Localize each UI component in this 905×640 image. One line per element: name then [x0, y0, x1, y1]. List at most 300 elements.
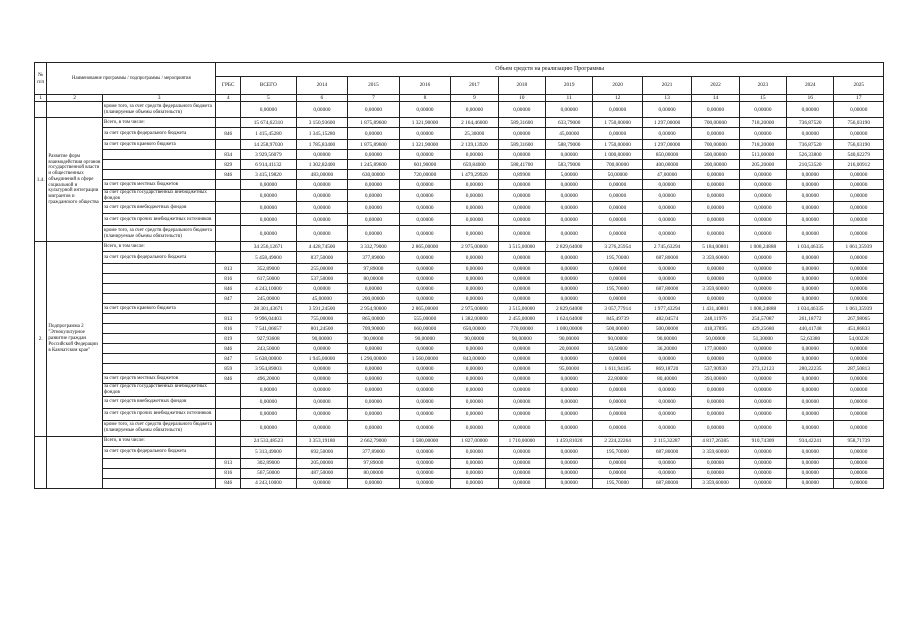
amount-cell: 934,42241 — [787, 436, 834, 446]
amount-cell: 97,89000 — [348, 458, 400, 468]
amount-cell: 0,00000 — [546, 396, 593, 408]
amount-cell: 718,20000 — [739, 140, 786, 150]
col-grbs-header: ГРБС — [216, 77, 241, 95]
amount-cell: 5,00000 — [546, 170, 593, 180]
amount-cell: 0,00000 — [739, 264, 786, 274]
amount-cell: 0,00000 — [692, 180, 739, 190]
amount-cell: 0,00000 — [739, 214, 786, 226]
amount-cell: 1 611,94185 — [593, 364, 642, 374]
amount-cell: 0,00000 — [787, 384, 834, 396]
amount-cell: 482,04574 — [642, 314, 691, 324]
amount-cell: 0,00000 — [546, 408, 593, 420]
amount-cell: 0,00000 — [787, 102, 834, 118]
amount-cell: 687,80000 — [642, 284, 691, 294]
amount-cell: 0,00000 — [834, 202, 884, 214]
column-index: 1 — [35, 95, 47, 102]
amount-cell: 45,00000 — [546, 128, 593, 140]
amount-cell: 0,00000 — [241, 214, 297, 226]
amount-cell: 451,86833 — [834, 324, 884, 334]
year-header: 2019 — [546, 77, 593, 95]
amount-cell: 0,00000 — [399, 446, 451, 458]
amount-cell: 0,00000 — [498, 214, 545, 226]
amount-cell: 1 431,40801 — [692, 304, 739, 314]
grbs-code — [216, 252, 241, 264]
amount-cell: 0,00000 — [834, 354, 884, 364]
amount-cell: 90,00000 — [399, 334, 451, 344]
amount-cell: 2 829,64000 — [546, 242, 593, 252]
amount-cell: 0,00000 — [546, 384, 593, 396]
amount-cell: 0,00000 — [787, 374, 834, 384]
amount-cell: 0,00000 — [498, 226, 545, 242]
table-row — [35, 436, 884, 446]
grbs-code — [216, 140, 241, 150]
grbs-code: 816 — [216, 324, 241, 334]
amount-cell: 720,00000 — [399, 170, 451, 180]
amount-cell: 0,00000 — [642, 190, 691, 202]
column-index: 5 — [241, 95, 297, 102]
grbs-code — [216, 180, 241, 190]
amount-cell: 393,00000 — [692, 374, 739, 384]
amount-cell: 0,00000 — [739, 354, 786, 364]
amount-cell: 687,80000 — [642, 446, 691, 458]
amount-cell: 377,89000 — [348, 252, 400, 264]
amount-cell: 377,89000 — [348, 446, 400, 458]
amount-cell: 2 164,46000 — [451, 118, 498, 128]
amount-cell: 200,00000 — [692, 160, 739, 170]
amount-cell: 0,00000 — [642, 274, 691, 284]
column-index: 12 — [593, 95, 642, 102]
amount-cell: 1 459,81020 — [546, 436, 593, 446]
grbs-code: 847 — [216, 294, 241, 304]
amount-cell: 0,00000 — [739, 446, 786, 458]
amount-cell: 736,87520 — [787, 140, 834, 150]
amount-cell: 0,00000 — [348, 478, 400, 488]
col-no-header: № п/п — [35, 63, 47, 95]
amount-cell: 0,00000 — [451, 214, 498, 226]
amount-cell: 5 638,00000 — [241, 354, 297, 364]
amount-cell: 0,00000 — [296, 202, 348, 214]
amount-cell: 540,02279 — [834, 150, 884, 160]
table-row — [35, 314, 884, 324]
amount-cell: 3 276,25954 — [593, 242, 642, 252]
amount-cell: 400,00000 — [642, 160, 691, 170]
grbs-code: 846 — [216, 478, 241, 488]
amount-cell: 0,00000 — [739, 226, 786, 242]
amount-cell: 0,00000 — [834, 170, 884, 180]
amount-cell: 0,00000 — [546, 190, 593, 202]
table-row — [35, 202, 884, 214]
program-funding-table — [34, 62, 884, 489]
amount-cell: 254,57087 — [739, 314, 786, 324]
table-row — [35, 408, 884, 420]
amount-cell: 3 954,89003 — [241, 364, 297, 374]
program-name: Подпрограмма 2 "Этнокультурное развитие граждан Российской Федерации в Камчатском крае" — [47, 242, 103, 436]
amount-cell: 4 428,74500 — [296, 242, 348, 252]
amount-cell: 0,00000 — [692, 420, 739, 436]
amount-cell: 1 302,82400 — [296, 160, 348, 170]
amount-cell: 0,00000 — [787, 284, 834, 294]
amount-cell: 0,00000 — [834, 458, 884, 468]
year-header: 2017 — [451, 77, 498, 95]
amount-cell: 0,00000 — [593, 396, 642, 408]
amount-cell: 0,00000 — [739, 384, 786, 396]
funding-source: за счет средств федерального бюджета — [102, 128, 215, 140]
amount-cell: 0,00000 — [241, 102, 297, 118]
grbs-code — [216, 202, 241, 214]
table-row — [35, 396, 884, 408]
amount-cell: 700,00000 — [692, 118, 739, 128]
amount-cell: 0,00000 — [739, 274, 786, 284]
funding-source: кроме того, за счет средств федерального бюджета (планируемые объемы обязательств) — [102, 102, 215, 118]
amount-cell: 95,00000 — [546, 364, 593, 374]
grbs-code: 846 — [216, 284, 241, 294]
amount-cell: 3 359,60000 — [692, 446, 739, 458]
amount-cell: 0,00000 — [546, 264, 593, 274]
amount-cell: 0,00000 — [642, 458, 691, 468]
amount-cell: 80,00000 — [348, 274, 400, 284]
amount-cell: 280,22235 — [787, 364, 834, 374]
amount-cell: 3 415,19820 — [241, 170, 297, 180]
amount-cell: 0,00000 — [834, 128, 884, 140]
grbs-code — [216, 190, 241, 202]
funding-source: за счет средств местных бюджетов — [102, 374, 215, 384]
grbs-code: 813 — [216, 264, 241, 274]
amount-cell: 261,18772 — [787, 314, 834, 324]
amount-cell: 0,00000 — [451, 446, 498, 458]
funding-source: за счет средств внебюджетных фондов — [102, 202, 215, 214]
amount-cell: 51,30000 — [739, 334, 786, 344]
amount-cell: 1 750,00000 — [593, 140, 642, 150]
amount-cell: 210,53520 — [787, 160, 834, 170]
table-row — [35, 242, 884, 252]
amount-cell: 0,00000 — [348, 408, 400, 420]
table-row — [35, 468, 884, 478]
amount-cell: 0,00000 — [692, 384, 739, 396]
amount-cell: 0,00000 — [787, 344, 834, 354]
amount-cell: 0,00000 — [498, 190, 545, 202]
amount-cell: 1 345,15280 — [296, 128, 348, 140]
amount-cell: 0,00000 — [739, 478, 786, 488]
amount-cell: 567,50000 — [241, 468, 297, 478]
amount-cell: 90,00000 — [593, 334, 642, 344]
amount-cell: 0,00000 — [692, 202, 739, 214]
amount-cell: 3 359,60000 — [692, 284, 739, 294]
amount-cell: 736,87520 — [787, 118, 834, 128]
amount-cell: 0,00000 — [296, 190, 348, 202]
amount-cell: 52,63380 — [787, 334, 834, 344]
column-index: 14 — [692, 95, 739, 102]
amount-cell: 633,79000 — [546, 118, 593, 128]
funding-source: Всего, в том числе: — [102, 242, 215, 252]
amount-cell: 1 560,00000 — [399, 354, 451, 364]
amount-cell: 0,89900 — [498, 170, 545, 180]
amount-cell: 3 332,79000 — [348, 242, 400, 252]
amount-cell: 2 745,63294 — [642, 242, 691, 252]
amount-cell: 216,00912 — [834, 160, 884, 170]
amount-cell: 1 008,24888 — [739, 304, 786, 314]
amount-cell: 0,00000 — [498, 458, 545, 468]
amount-cell: 15 674,62310 — [241, 118, 297, 128]
funding-source — [102, 344, 215, 354]
amount-cell: 4 243,10000 — [241, 478, 297, 488]
amount-cell: 0,00000 — [241, 396, 297, 408]
amount-cell: 843,00000 — [451, 354, 498, 364]
amount-cell: 0,00000 — [451, 202, 498, 214]
amount-cell: 958,71739 — [834, 436, 884, 446]
table-row — [35, 364, 884, 374]
grbs-code: 847 — [216, 354, 241, 364]
amount-cell: 0,00000 — [399, 202, 451, 214]
table-row — [35, 150, 884, 160]
funding-source — [102, 354, 215, 364]
amount-cell: 0,00000 — [296, 420, 348, 436]
grbs-code: 829 — [216, 160, 241, 170]
amount-cell: 0,00000 — [593, 384, 642, 396]
amount-cell: 0,00000 — [834, 264, 884, 274]
amount-cell: 865,00000 — [348, 314, 400, 324]
amount-cell: 770,00000 — [498, 324, 545, 334]
grbs-code — [216, 102, 241, 118]
amount-cell: 0,00000 — [498, 128, 545, 140]
amount-cell: 4 817,26385 — [692, 436, 739, 446]
amount-cell: 2 115,32287 — [642, 436, 691, 446]
year-header: 2015 — [348, 77, 400, 95]
amount-cell: 5 313,49000 — [241, 446, 297, 458]
volume-title: Объем средств на реализацию Программы — [216, 63, 884, 77]
amount-cell: 0,00000 — [834, 226, 884, 242]
amount-cell: 50,00000 — [692, 334, 739, 344]
amount-cell: 3 150,93600 — [296, 118, 348, 128]
amount-cell: 0,00000 — [692, 214, 739, 226]
amount-cell: 850,00000 — [642, 150, 691, 160]
amount-cell: 0,00000 — [593, 128, 642, 140]
amount-cell: 0,00000 — [241, 226, 297, 242]
amount-cell: 7 541,06657 — [241, 324, 297, 334]
amount-cell: 0,00000 — [834, 214, 884, 226]
amount-cell: 869,18720 — [642, 364, 691, 374]
amount-cell: 0,00000 — [739, 202, 786, 214]
amount-cell: 2 224,22264 — [593, 436, 642, 446]
amount-cell: 0,00000 — [834, 180, 884, 190]
amount-cell: 0,00000 — [399, 468, 451, 478]
amount-cell: 1 415,45280 — [241, 128, 297, 140]
amount-cell: 0,00000 — [451, 364, 498, 374]
funding-source — [102, 334, 215, 344]
amount-cell: 90,00000 — [642, 334, 691, 344]
table-row — [35, 284, 884, 294]
funding-source — [102, 314, 215, 324]
amount-cell: 0,00000 — [451, 294, 498, 304]
amount-cell: 0,00000 — [498, 180, 545, 190]
amount-cell: 0,00000 — [787, 396, 834, 408]
amount-cell: 927,93608 — [241, 334, 297, 344]
amount-cell: 0,00000 — [546, 468, 593, 478]
amount-cell: 0,00000 — [348, 214, 400, 226]
funding-table — [34, 62, 884, 489]
program-name — [47, 102, 103, 118]
grbs-code: 816 — [216, 274, 241, 284]
amount-cell: 0,00000 — [348, 284, 400, 294]
amount-cell: 0,00000 — [451, 384, 498, 396]
grbs-code — [216, 420, 241, 436]
program-name — [47, 436, 103, 488]
amount-cell: 589,31600 — [498, 140, 545, 150]
amount-cell: 0,00000 — [451, 180, 498, 190]
amount-cell: 617,50000 — [241, 274, 297, 284]
amount-cell: 1 977,43294 — [642, 304, 691, 314]
amount-cell: 910,74309 — [739, 436, 786, 446]
amount-cell: 0,00000 — [642, 128, 691, 140]
grbs-code — [216, 118, 241, 128]
column-index: 7 — [348, 95, 400, 102]
amount-cell: 0,00000 — [642, 408, 691, 420]
amount-cell: 0,00000 — [296, 364, 348, 374]
amount-cell: 700,00000 — [593, 160, 642, 170]
table-row — [35, 344, 884, 354]
amount-cell: 0,00000 — [451, 264, 498, 274]
amount-cell: 0,00000 — [787, 478, 834, 488]
funding-source: за счет средств краевого бюджета — [102, 140, 215, 150]
amount-cell: 0,00000 — [739, 468, 786, 478]
amount-cell: 0,00000 — [692, 396, 739, 408]
amount-cell: 0,00000 — [451, 252, 498, 264]
funding-source — [102, 274, 215, 284]
amount-cell: 0,00000 — [787, 420, 834, 436]
funding-source: за счет средств государственных внебюджетных фондов — [102, 190, 215, 202]
amount-cell: 500,00000 — [642, 324, 691, 334]
amount-cell: 755,00000 — [296, 314, 348, 324]
amount-cell: 0,00000 — [642, 226, 691, 242]
amount-cell: 0,00000 — [593, 102, 642, 118]
amount-cell: 700,00000 — [692, 140, 739, 150]
amount-cell: 0,00000 — [399, 190, 451, 202]
column-index: 17 — [834, 95, 884, 102]
table-row — [35, 190, 884, 202]
amount-cell: 687,80000 — [642, 252, 691, 264]
amount-cell: 0,00000 — [399, 458, 451, 468]
amount-cell: 0,00000 — [739, 180, 786, 190]
amount-cell: 0,00000 — [593, 180, 642, 190]
amount-cell: 483,00000 — [296, 170, 348, 180]
amount-cell: 0,00000 — [692, 102, 739, 118]
amount-cell: 0,00000 — [241, 408, 297, 420]
column-index: 4 — [216, 95, 241, 102]
amount-cell: 2 954,90000 — [348, 304, 400, 314]
funding-source — [102, 458, 215, 468]
funding-source: за счет средств федерального бюджета — [102, 446, 215, 458]
amount-cell: 0,00000 — [451, 226, 498, 242]
amount-cell: 0,00000 — [399, 284, 451, 294]
amount-cell: 2 865,00000 — [399, 242, 451, 252]
funding-source: за счет средств федерального бюджета — [102, 252, 215, 264]
amount-cell: 287,50813 — [834, 364, 884, 374]
funding-source — [102, 170, 215, 180]
amount-cell: 0,00000 — [787, 202, 834, 214]
amount-cell: 177,00000 — [692, 344, 739, 354]
funding-source — [102, 468, 215, 478]
amount-cell: 0,00000 — [399, 294, 451, 304]
grbs-code — [216, 226, 241, 242]
funding-source: за счет средств прочих внебюджетных источников — [102, 214, 215, 226]
amount-cell: 1 875,89600 — [348, 140, 400, 150]
amount-cell: 0,00000 — [498, 252, 545, 264]
program-name: Развитие форм взаимодействия органов государственной власти и общественных объединений в сфере социальной и культурной интеграции мигрантов и гражданского общества — [47, 118, 103, 242]
amount-cell: 0,00000 — [498, 396, 545, 408]
amount-cell: 0,00000 — [787, 190, 834, 202]
amount-cell: 0,00000 — [739, 420, 786, 436]
amount-cell: 601,90000 — [399, 160, 451, 170]
amount-cell: 90,00000 — [451, 334, 498, 344]
amount-cell: 1 875,89600 — [348, 118, 400, 128]
amount-cell: 6 914,41132 — [241, 160, 297, 170]
amount-cell: 0,00000 — [692, 294, 739, 304]
amount-cell: 537,90930 — [692, 364, 739, 374]
amount-cell: 0,00000 — [348, 102, 400, 118]
amount-cell: 25,30000 — [451, 128, 498, 140]
amount-cell: 90,00000 — [348, 334, 400, 344]
amount-cell: 0,00000 — [348, 180, 400, 190]
amount-cell: 845,49739 — [593, 314, 642, 324]
amount-cell: 1 034,46335 — [787, 242, 834, 252]
year-header: 2021 — [642, 77, 691, 95]
col-total-header: ВСЕГО — [241, 77, 297, 95]
amount-cell: 801,24500 — [296, 324, 348, 334]
grbs-code: 846 — [216, 128, 241, 140]
grbs-code — [216, 446, 241, 458]
amount-cell: 10,50000 — [593, 344, 642, 354]
table-row — [35, 160, 884, 170]
amount-cell: 0,00000 — [296, 226, 348, 242]
amount-cell: 418,37895 — [692, 324, 739, 334]
row-number: 2. — [35, 242, 47, 436]
grbs-code: 859 — [216, 364, 241, 374]
amount-cell: 273,12123 — [739, 364, 786, 374]
amount-cell: 0,00000 — [834, 478, 884, 488]
amount-cell: 3 515,00000 — [498, 242, 545, 252]
amount-cell: 195,70000 — [593, 446, 642, 458]
table-row — [35, 478, 884, 488]
funding-source — [102, 478, 215, 488]
amount-cell: 0,00000 — [739, 102, 786, 118]
amount-cell: 756,03190 — [834, 118, 884, 128]
amount-cell: 5 458,49000 — [241, 252, 297, 264]
amount-cell: 0,00000 — [642, 264, 691, 274]
amount-cell: 0,00000 — [399, 264, 451, 274]
grbs-code: 813 — [216, 458, 241, 468]
amount-cell: 0,00000 — [787, 252, 834, 264]
amount-cell: 709,90000 — [348, 324, 400, 334]
amount-cell: 0,00000 — [399, 408, 451, 420]
amount-cell: 0,00000 — [546, 274, 593, 284]
amount-cell: 0,00000 — [739, 284, 786, 294]
amount-cell: 47,00000 — [642, 170, 691, 180]
funding-source: кроме того, за счет средств федерального бюджета (планируемые объемы обязательств) — [102, 420, 215, 436]
funding-source: Всего, в том числе: — [102, 118, 215, 128]
amount-cell: 0,00000 — [546, 252, 593, 264]
amount-cell: 243,50000 — [241, 344, 297, 354]
amount-cell: 0,00000 — [834, 344, 884, 354]
amount-cell: 0,00000 — [451, 150, 498, 160]
amount-cell: 1 382,00000 — [451, 314, 498, 324]
amount-cell: 537,50000 — [296, 274, 348, 284]
table-row — [35, 118, 884, 128]
table-row — [35, 214, 884, 226]
year-header: 2014 — [296, 77, 348, 95]
table-row — [35, 226, 884, 242]
amount-cell: 0,00000 — [498, 478, 545, 488]
amount-cell: 0,00000 — [642, 214, 691, 226]
amount-cell: 90,00000 — [546, 334, 593, 344]
